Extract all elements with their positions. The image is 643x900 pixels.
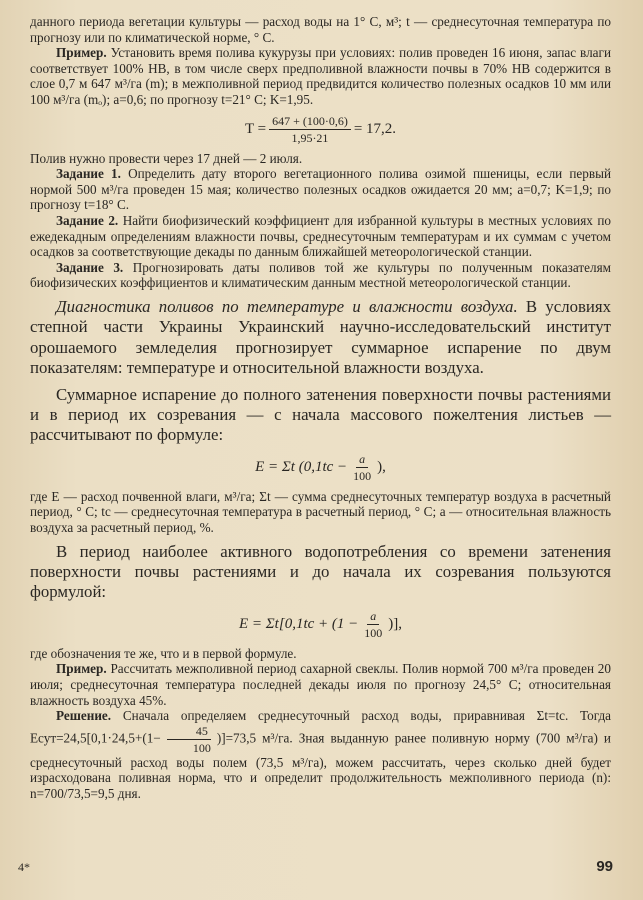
- formula-1-lhs: T =: [244, 120, 267, 137]
- formula-1-fraction: [269, 114, 351, 145]
- formula-2-numerator: a: [356, 452, 368, 468]
- solution-fraction: [164, 724, 214, 755]
- solution-text-1: Сначала определяем среднесуточный расход воды, приравнивая Σt=tc. Тогда Eсут=24,5[0,1·24,5+(1−: [30, 708, 612, 746]
- solution: [30, 708, 611, 801]
- task-3-label: Задание 3.: [56, 259, 124, 275]
- task-2-label: Задание 2.: [56, 212, 119, 228]
- where-1: где E — расход почвенной влаги, м³/га; Σt — сумма среднесуточных температур воздуха в расчетный период, ° С; tc — среднесуточная температура в расчетный период, ° С; a — относительная влажность воздуха за расчетный период, %.: [30, 488, 611, 535]
- task-1: [30, 166, 611, 213]
- formula-2-lhs: E = Σt (0,1tc −: [255, 458, 348, 475]
- formula-3-rhs: )],: [388, 615, 403, 632]
- formula-2-fraction: [350, 452, 374, 483]
- intro-paragraph: данного периода вегетации культуры — расход воды на 1° С, м³; t — среднесуточная температура по прогнозу или по климатической норме, ° С.: [30, 14, 611, 45]
- example-1-label: Пример.: [56, 45, 107, 61]
- formula-3-numerator: a: [367, 609, 379, 625]
- sum-paragraph: Суммарное испарение до полного затенения поверхности почвы растениями и в период их созревания — с начала массового пожелтения листьев — рассчитывают по формуле:: [30, 384, 611, 445]
- active-paragraph: В период наиболее активного водопотребления со времени затенения поверхности почвы растениями и до начала их созревания пользуются формулой:: [30, 541, 611, 602]
- section-heading: Диагностика поливов по температуре и влажности воздуха.: [56, 296, 518, 316]
- example-1-text: Установить время полива кукурузы при условиях: полив проведен 16 июня, запас влаги соответствует 100% НВ, в том числе сверх предполивной влажности почвы в 70% НВ содержится в слое 0,7 м 647 м³/га (m); в межполивной период предвидится количество полезных осадков 10 мм или 100 м³/га (mₒ); a=0,6; по прогнозу t=21° С; K=1,95.: [30, 45, 612, 107]
- formula-2-rhs: ),: [377, 458, 386, 475]
- formula-1: [30, 114, 611, 145]
- solution-text-2: )]=73,5 м³/га. Зная выданную ранее поливную норму (700 м³/га) и среднесуточный расход воды полем (73,5 м³/га), можем рассчитать, через сколько дней будет израсходована поливная норма, что и определит продолжительность межполивного периода (n): n=700/73,5=9,5 дня.: [30, 730, 611, 801]
- formula-1-numerator: 647 + (100·0,6): [269, 114, 351, 130]
- where-2: где обозначения те же, что и в первой формуле.: [30, 645, 297, 661]
- task-1-label: Задание 1.: [56, 166, 121, 182]
- example-1: [30, 45, 611, 107]
- result-1: Полив нужно провести через 17 дней — 2 июля.: [30, 150, 303, 166]
- formula-3: [30, 609, 611, 640]
- solution-denominator: 100: [192, 740, 211, 755]
- task-3: [30, 260, 611, 291]
- task-3-text: Прогнозировать даты поливов той же культуры по полученным показателям биофизических коэффициентов и климатическим данным местной метеорологической станции.: [30, 259, 612, 291]
- page-number: 99: [596, 858, 613, 875]
- task-2: [30, 213, 611, 260]
- formula-1-rhs: = 17,2.: [353, 120, 397, 137]
- example-2-text: Рассчитать межполивной период сахарной свеклы. Полив нормой 700 м³/га проведен 20 июля; среднесуточная температура последней декады июля по прогнозу 24,5° С; относительная влажность воздуха 45%.: [30, 661, 611, 708]
- section-paragraph: [30, 297, 611, 379]
- section-text: В условиях степной части Украины Украинский научно-исследовательский институт орошаемого земледелия прогнозирует суммарное испарение по двум показателям: температуре и относительной влажности воздуха.: [30, 296, 611, 378]
- formula-3-lhs: E = Σt[0,1tc + (1 −: [238, 615, 359, 632]
- solution-label: Решение.: [56, 708, 112, 724]
- signature-mark: 4*: [18, 860, 30, 874]
- formula-2-denominator: 100: [353, 468, 372, 483]
- formula-1-denominator: 1,95·21: [291, 130, 329, 145]
- example-2-label: Пример.: [56, 661, 107, 677]
- example-2: [30, 661, 611, 708]
- page-footer: [18, 858, 613, 875]
- task-2-text: Найти биофизический коэффициент для избранной культуры в местных условиях по ежедекадным определениям влажности почвы, среднесуточным температурам и их суммам с учетом осадков за соответствующие декады по данным ближайшей метеорологической станции.: [30, 212, 612, 260]
- formula-2: [30, 452, 611, 483]
- solution-numerator: 45: [167, 724, 211, 740]
- task-1-text: Определить дату второго вегетационного полива озимой пшеницы, если первый нормой 500 м³/га проведен 15 мая; количество полезных осадков ожидается 20 мм; a=0,7; K=1,9; по прогнозу t=18° С.: [30, 166, 612, 213]
- formula-3-denominator: 100: [364, 625, 383, 640]
- formula-3-fraction: [361, 609, 385, 640]
